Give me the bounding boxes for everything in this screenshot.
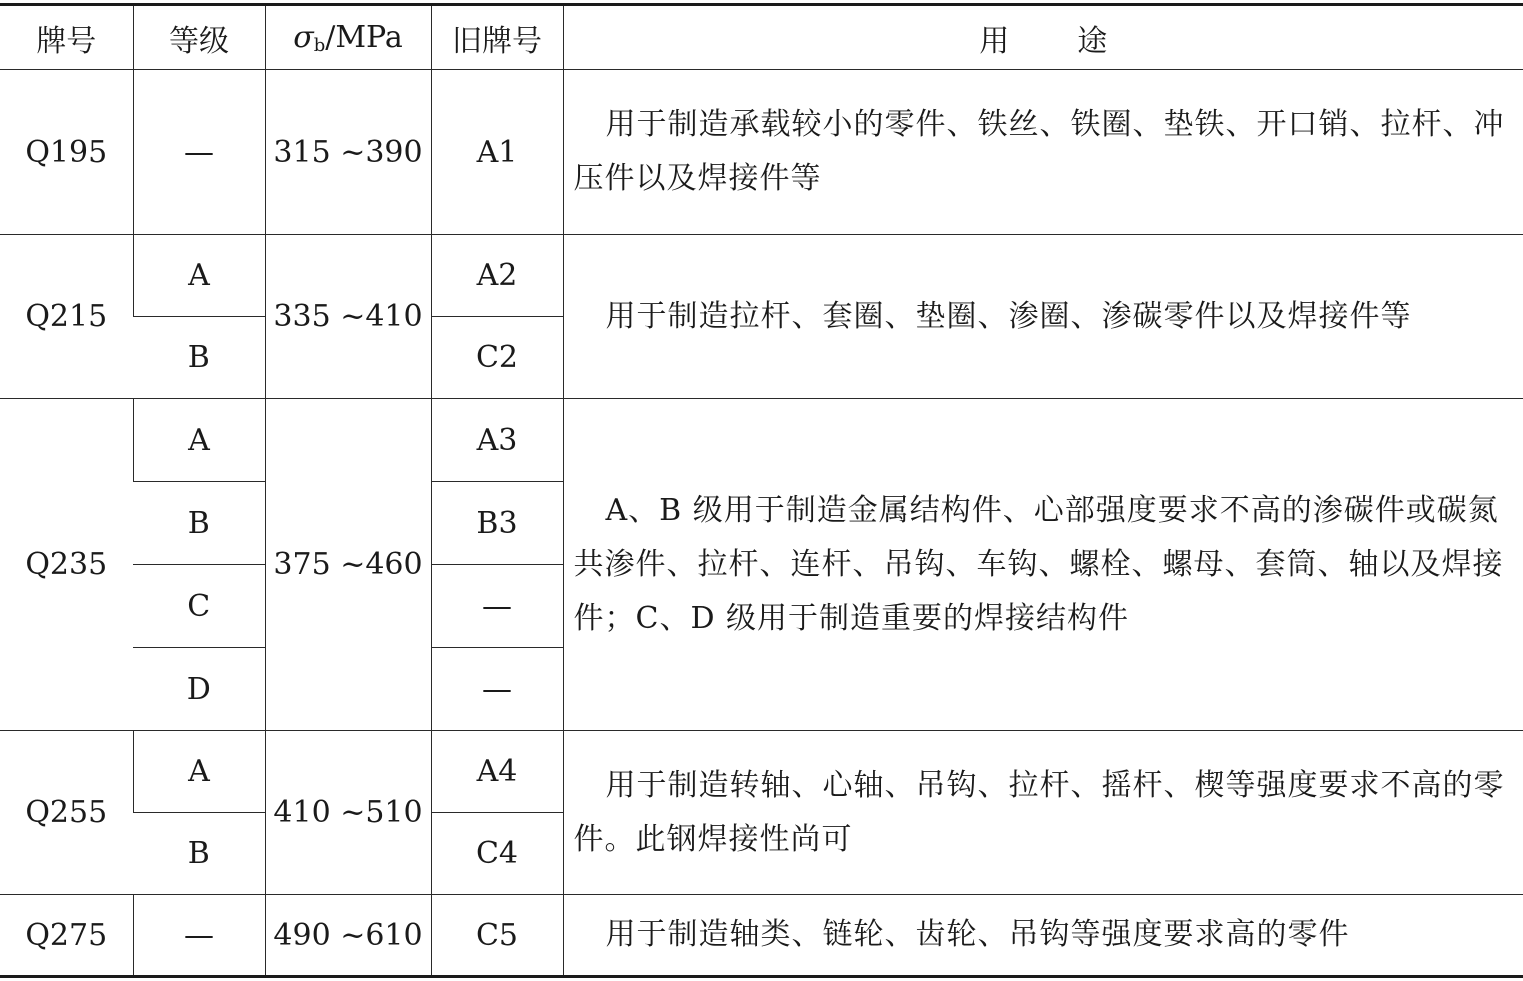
table-row: [0, 895, 1523, 977]
header-use-char-2: 途: [1077, 23, 1108, 59]
cell-strength: 315 ~390: [265, 70, 431, 235]
cell-level: A: [133, 235, 265, 317]
cell-grade: Q275: [0, 895, 133, 977]
steel-grades-table: [0, 3, 1523, 978]
cell-level: D: [133, 648, 265, 731]
cell-old-grade: C4: [431, 813, 563, 895]
cell-strength: 490 ~610: [265, 895, 431, 977]
cell-level: B: [133, 317, 265, 399]
cell-use: 用于制造轴类、链轮、齿轮、吊钩等强度要求高的零件: [563, 895, 1523, 977]
cell-old-grade: —: [431, 565, 563, 648]
cell-level: —: [133, 895, 265, 977]
header-use: [563, 5, 1523, 70]
cell-old-grade: —: [431, 648, 563, 731]
table-row: [0, 731, 1523, 813]
cell-old-grade: A3: [431, 399, 563, 482]
cell-grade: Q235: [0, 399, 133, 731]
cell-strength: 375 ~460: [265, 399, 431, 731]
cell-level: B: [133, 482, 265, 565]
cell-level: B: [133, 813, 265, 895]
cell-use: 用于制造承载较小的零件、铁丝、铁圈、垫铁、开口销、拉杆、冲压件以及焊接件等: [563, 70, 1523, 235]
header-old-grade: 旧牌号: [431, 5, 563, 70]
cell-old-grade: C5: [431, 895, 563, 977]
cell-use: A、B 级用于制造金属结构件、心部强度要求不高的渗碳件或碳氮共渗件、拉杆、连杆、吊钩、车钩、螺栓、螺母、套筒、轴以及焊接件；C、D 级用于制造重要的焊接结构件: [563, 399, 1523, 731]
cell-use: 用于制造转轴、心轴、吊钩、拉杆、摇杆、楔等强度要求不高的零件。此钢焊接性尚可: [563, 731, 1523, 895]
cell-strength: 335 ~410: [265, 235, 431, 399]
cell-use: 用于制造拉杆、套圈、垫圈、渗圈、渗碳零件以及焊接件等: [563, 235, 1523, 399]
cell-level: —: [133, 70, 265, 235]
sigma-symbol: σ: [293, 19, 314, 55]
table-row: [0, 70, 1523, 235]
header-strength: [265, 5, 431, 70]
cell-level: A: [133, 731, 265, 813]
cell-grade: Q255: [0, 731, 133, 895]
strength-unit: /MPa: [325, 19, 403, 55]
header-level: 等级: [133, 5, 265, 70]
header-use-char-1: 用: [979, 23, 1010, 59]
cell-old-grade: A1: [431, 70, 563, 235]
header-row: [0, 5, 1523, 70]
cell-old-grade: C2: [431, 317, 563, 399]
cell-level: A: [133, 399, 265, 482]
cell-old-grade: B3: [431, 482, 563, 565]
cell-old-grade: A4: [431, 731, 563, 813]
table-row: [0, 235, 1523, 317]
cell-level: C: [133, 565, 265, 648]
cell-strength: 410 ~510: [265, 731, 431, 895]
cell-old-grade: A2: [431, 235, 563, 317]
sigma-subscript: b: [313, 34, 326, 56]
cell-grade: Q195: [0, 70, 133, 235]
header-grade: 牌号: [0, 5, 133, 70]
table-row: [0, 399, 1523, 482]
cell-grade: Q215: [0, 235, 133, 399]
